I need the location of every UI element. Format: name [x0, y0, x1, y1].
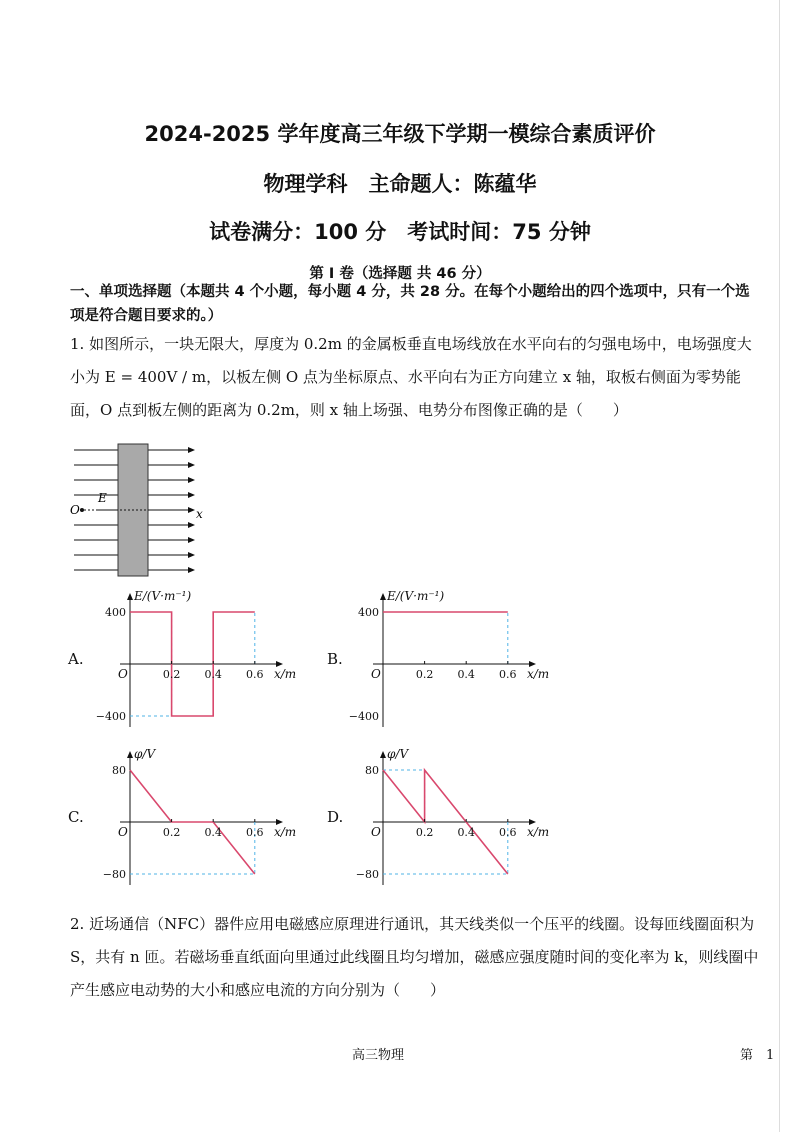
option-a-x-tick: 0.4 [204, 668, 222, 681]
exam-title: 2024-2025 学年度高三年级下学期一模综合素质评价 [144, 122, 656, 146]
option-d-y-axis-label: φ/V [387, 747, 409, 761]
option-d-chart [345, 740, 555, 890]
option-c-label: C. [68, 808, 84, 826]
option-b-x-axis-label: x/m [527, 667, 550, 681]
origin-label: O [70, 503, 80, 517]
option-c-y-tick-top: 80 [112, 764, 126, 777]
question-1-text: 1. 如图所示，一块无限大，厚度为 0.2m 的金属板垂直电场线放在水平向右的匀强电场中，电场强度大小为 E = 400V / m，以板左侧 O 点为坐标原点、水平向右为正方向建立 x 轴，取板右侧面为零势能面，O 点到板左侧的距离为 0.2m，则 x 轴上场强、电势分布图像正确的是（ ） [70, 335, 752, 419]
question-2-text: 2. 近场通信（NFC）器件应用电磁感应原理进行通讯，其天线类似一个压平的线圈。设每匝线圈面积为 S，共有 n 匝。若磁场垂直纸面向里通过此线圈且均匀增加，磁感应强度随时间的变化率为 k，则线圈中产生感应电动势的大小和感应电流的方向分别为（ ） [70, 915, 759, 999]
field-label: E [98, 491, 107, 505]
score-line: 试卷满分：100 分 考试时间：75 分钟 [209, 220, 591, 244]
option-c-x-tick: 0.4 [204, 826, 222, 839]
option-b-origin-label: O [371, 667, 381, 681]
option-c-x-axis-label: x/m [274, 825, 297, 839]
option-b-x-tick: 0.4 [457, 668, 475, 681]
option-b-chart [345, 582, 555, 732]
option-d-x-tick: 0.6 [499, 826, 517, 839]
option-c-chart [92, 740, 302, 890]
option-a-x-tick: 0.6 [246, 668, 264, 681]
option-d-y-tick-top: 80 [365, 764, 379, 777]
option-c-x-tick: 0.2 [162, 826, 181, 839]
option-a-x-axis-label: x/m [274, 667, 297, 681]
option-a-y-tick-top: 400 [105, 606, 126, 619]
option-d-label: D. [327, 808, 344, 826]
option-d-x-tick: 0.4 [457, 826, 475, 839]
option-a-chart [92, 582, 302, 732]
origin-point [80, 508, 84, 512]
option-c-y-axis-label: φ/V [134, 747, 156, 761]
option-d-x-axis-label: x/m [527, 825, 550, 839]
option-b-label: B. [327, 650, 343, 668]
option-b-y-axis-label: E/(V·m⁻¹) [387, 589, 445, 603]
option-a-y-tick-bottom: −400 [95, 710, 126, 723]
footer-subject: 高三物理 [352, 1048, 405, 1063]
option-a-origin-label: O [118, 667, 128, 681]
option-b-y-tick-bottom: −400 [348, 710, 379, 723]
volume-title: 第 I 卷（选择题 共 46 分） [309, 266, 491, 282]
option-d-x-tick: 0.2 [415, 826, 434, 839]
option-b-x-tick: 0.2 [415, 668, 434, 681]
option-d-y-tick-bottom: −80 [355, 868, 379, 881]
option-c-x-tick: 0.6 [246, 826, 264, 839]
option-a-x-tick: 0.2 [162, 668, 181, 681]
question-1-figure [68, 440, 208, 580]
option-a-y-axis-label: E/(V·m⁻¹) [134, 589, 192, 603]
option-d-origin-label: O [371, 825, 381, 839]
option-c-origin-label: O [118, 825, 128, 839]
option-a-label: A. [68, 650, 84, 668]
footer-page-number: 第 1 [740, 1048, 775, 1063]
option-b-y-tick-top: 400 [358, 606, 379, 619]
x-axis-label: x [196, 507, 203, 521]
option-c-y-tick-bottom: −80 [102, 868, 126, 881]
option-b-x-tick: 0.6 [499, 668, 517, 681]
subject-line: 物理学科 主命题人：陈蕴华 [263, 172, 537, 196]
section-heading: 一、单项选择题（本题共 4 个小题，每小题 4 分，共 28 分。在每个小题给出的四个选项中，只有一个选项是符合题目要求的。） [70, 284, 750, 324]
